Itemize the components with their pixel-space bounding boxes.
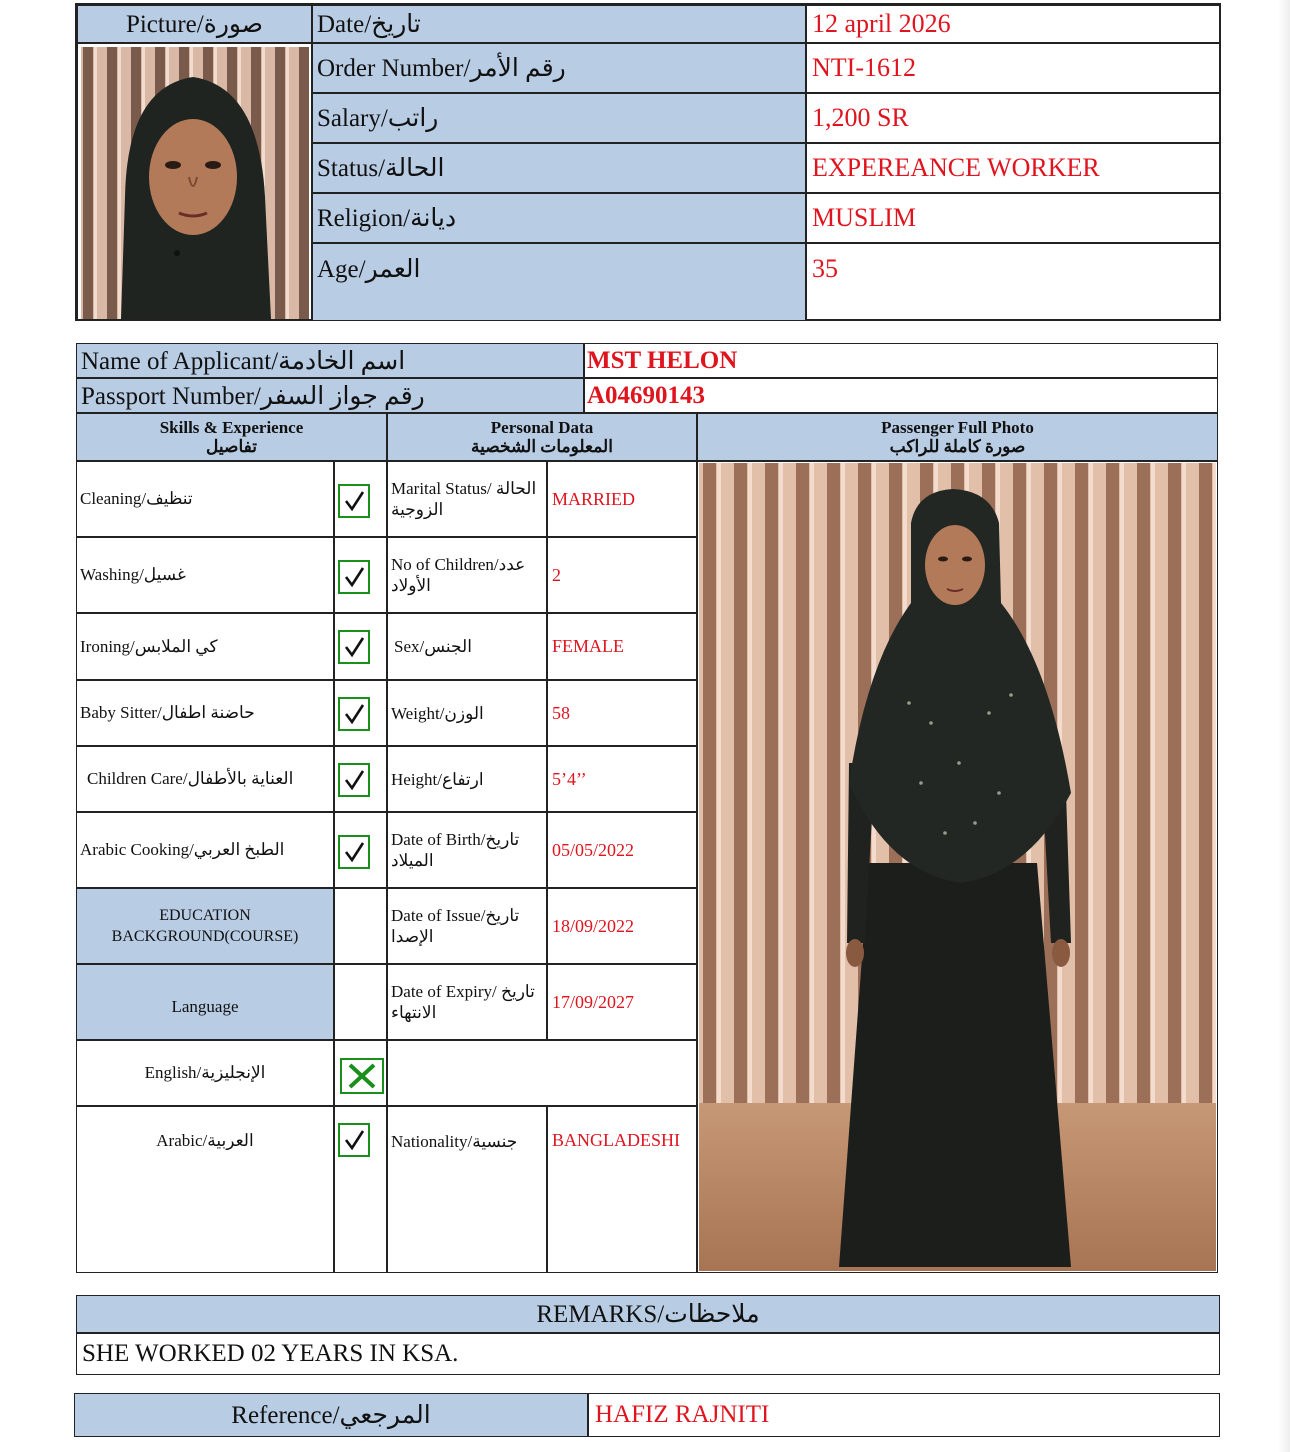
order-number-value: NTI-1612 (812, 53, 916, 82)
skill-row-washing (76, 537, 334, 613)
status-label-cell (312, 143, 806, 193)
personal-label: Marital Status/ الحالة الزوجية (391, 479, 537, 519)
skills-header-en: Skills & Experience (159, 418, 304, 437)
checkmark-icon (338, 560, 370, 594)
skill-label: Arabic Cooking/الطبخ العربي (80, 840, 285, 859)
picture-label: Picture/صورة (125, 11, 264, 38)
personal-row-children (387, 537, 547, 613)
remarks-text: SHE WORKED 02 YEARS IN KSA. (82, 1340, 459, 1367)
personal-row-date-of-expiry (387, 964, 547, 1040)
skill-label: Baby Sitter/حاضنة اطفال (80, 703, 255, 722)
personal-label: Nationality/جنسية (391, 1132, 518, 1151)
personal-row-date-of-birth (387, 812, 547, 888)
name-value: MST HELON (587, 346, 738, 374)
reference-label: Reference/المرجعي (231, 1402, 431, 1429)
photo-header (697, 413, 1218, 461)
top-table (75, 3, 1221, 321)
remarks-header (76, 1295, 1220, 1333)
photo-header-en: Passenger Full Photo (881, 418, 1034, 437)
religion-value: MUSLIM (812, 203, 917, 232)
personal-value: 5’4’’ (552, 768, 587, 789)
personal-value: 2 (552, 564, 561, 585)
language-row-english (76, 1040, 334, 1106)
language-value-cell (334, 964, 387, 1040)
personal-row-weight (387, 680, 547, 746)
personal-value-cell (547, 461, 697, 537)
salary-label: Salary/راتب (317, 105, 439, 132)
salary-value: 1,200 SR (812, 103, 909, 132)
skill-check-cell (334, 461, 387, 537)
skills-header (76, 413, 387, 461)
full-photo-border (697, 461, 1218, 1273)
personal-value-cell (547, 613, 697, 680)
reference-value-cell (588, 1393, 1220, 1437)
name-value-cell (584, 343, 1218, 378)
skill-row-children-care (76, 746, 334, 812)
language-check-cell (334, 1106, 387, 1273)
reference-value: HAFIZ RAJNITI (595, 1401, 770, 1428)
personal-row-marital-status (387, 461, 547, 537)
date-label: Date/تاريخ (317, 11, 421, 38)
checkmark-icon (338, 630, 370, 664)
personal-value-cell (547, 537, 697, 613)
personal-header-ar: المعلومات الشخصية (471, 437, 613, 456)
portrait-photo (81, 47, 309, 319)
skill-label: Ironing/كي الملابس (80, 636, 218, 656)
personal-label: Date of Birth/تاريخ الميلاد (391, 830, 520, 870)
language-label: Language (171, 997, 239, 1016)
checkmark-icon (338, 484, 370, 518)
remarks-label: REMARKS/ملاحظات (536, 1301, 760, 1328)
language-check-cell (334, 1040, 387, 1106)
checkmark-icon (338, 763, 370, 797)
cross-box-icon (340, 1058, 384, 1094)
personal-value: MARRIED (552, 488, 636, 509)
checkmark-icon (338, 835, 370, 869)
page-edge (1278, 0, 1290, 1452)
passport-value: A04690143 (587, 381, 706, 409)
personal-row-height (387, 746, 547, 812)
age-value: 35 (812, 254, 838, 283)
personal-value-cell (547, 964, 697, 1040)
personal-header-en: Personal Data (490, 418, 594, 437)
education-label-cell (76, 888, 334, 964)
skill-label: Children Care/العناية بالأطفال (87, 769, 294, 788)
skill-check-cell (334, 746, 387, 812)
personal-row-date-of-issue (387, 888, 547, 964)
language-label-english: English/الإنجليزية (144, 1063, 266, 1082)
applicant-table (76, 343, 1218, 413)
remarks-body (76, 1333, 1220, 1375)
checkmark-icon (338, 697, 370, 731)
status-value: EXPEREANCE WORKER (812, 153, 1100, 182)
skill-label: Washing/غسيل (80, 565, 186, 584)
personal-value: 05/05/2022 (552, 839, 635, 860)
passport-label: Passport Number/رقم جواز السفر (81, 382, 425, 410)
personal-value: FEMALE (552, 636, 624, 656)
education-label: EDUCATION BACKGROUND(COURSE) (111, 907, 299, 945)
personal-value: 58 (552, 702, 570, 723)
religion-label-cell (312, 193, 806, 243)
personal-value-cell (547, 1106, 697, 1273)
personal-value: BANGLADESHI (552, 1130, 680, 1150)
order-number-value-cell (806, 43, 1221, 93)
personal-label: No of Children/عدد الأولاد (391, 555, 526, 595)
personal-value: 18/09/2022 (552, 915, 635, 936)
status-label: Status/الحالة (317, 155, 445, 182)
personal-label: Date of Expiry/ تاريخ الانتهاء (391, 982, 535, 1022)
personal-value-cell (547, 746, 697, 812)
date-label-cell (312, 5, 806, 43)
reference-label-cell (74, 1393, 588, 1437)
order-number-label: Order Number/رقم الأمر (317, 55, 566, 82)
picture-header (77, 5, 312, 43)
language-label-cell (76, 964, 334, 1040)
portrait-photo-cell (77, 43, 312, 321)
language-row-arabic (76, 1106, 334, 1273)
remarks-table (76, 1295, 1220, 1375)
education-value-cell (334, 888, 387, 964)
personal-value-cell (547, 812, 697, 888)
personal-label: Weight/الوزن (391, 703, 484, 723)
skills-header-ar: تفاصيل (206, 437, 257, 456)
skill-row-cleaning (76, 461, 334, 537)
skill-label: Cleaning/تنظيف (80, 489, 193, 508)
skill-row-arabic-cooking (76, 812, 334, 888)
date-value-cell (806, 5, 1221, 43)
date-value: 12 april 2026 (812, 9, 951, 38)
passport-value-cell (584, 378, 1218, 413)
status-value-cell (806, 143, 1221, 193)
skill-check-cell (334, 537, 387, 613)
personal-row-sex (387, 613, 547, 680)
personal-header (387, 413, 697, 461)
skill-row-ironing (76, 613, 334, 680)
checkmark-icon (338, 1123, 370, 1157)
language-label-arabic: Arabic/العربية (156, 1131, 254, 1150)
personal-row-empty (387, 1040, 697, 1106)
personal-label: Height/ارتفاع (391, 769, 484, 789)
photo-header-ar: صورة كاملة للراكب (889, 437, 1026, 456)
order-number-label-cell (312, 43, 806, 93)
salary-label-cell (312, 93, 806, 143)
age-label: Age/العمر (317, 256, 421, 283)
religion-value-cell (806, 193, 1221, 243)
name-label-cell (76, 343, 584, 378)
age-value-cell (806, 243, 1221, 321)
skill-check-cell (334, 680, 387, 746)
religion-label: Religion/ديانة (317, 205, 457, 232)
personal-value-cell (547, 680, 697, 746)
personal-row-nationality (387, 1106, 547, 1273)
age-label-cell (312, 243, 806, 321)
skill-row-baby-sitter (76, 680, 334, 746)
salary-value-cell (806, 93, 1221, 143)
passport-label-cell (76, 378, 584, 413)
reference-table (74, 1393, 1220, 1437)
personal-value: 17/09/2027 (552, 991, 635, 1012)
details-table (76, 413, 1218, 1273)
skill-check-cell (334, 812, 387, 888)
personal-value-cell (547, 888, 697, 964)
personal-label: Sex/الجنس (394, 637, 472, 656)
personal-label: Date of Issue/تاريخ الإصدا (391, 906, 520, 946)
name-label: Name of Applicant/اسم الخادمة (81, 347, 406, 375)
skill-check-cell (334, 613, 387, 680)
